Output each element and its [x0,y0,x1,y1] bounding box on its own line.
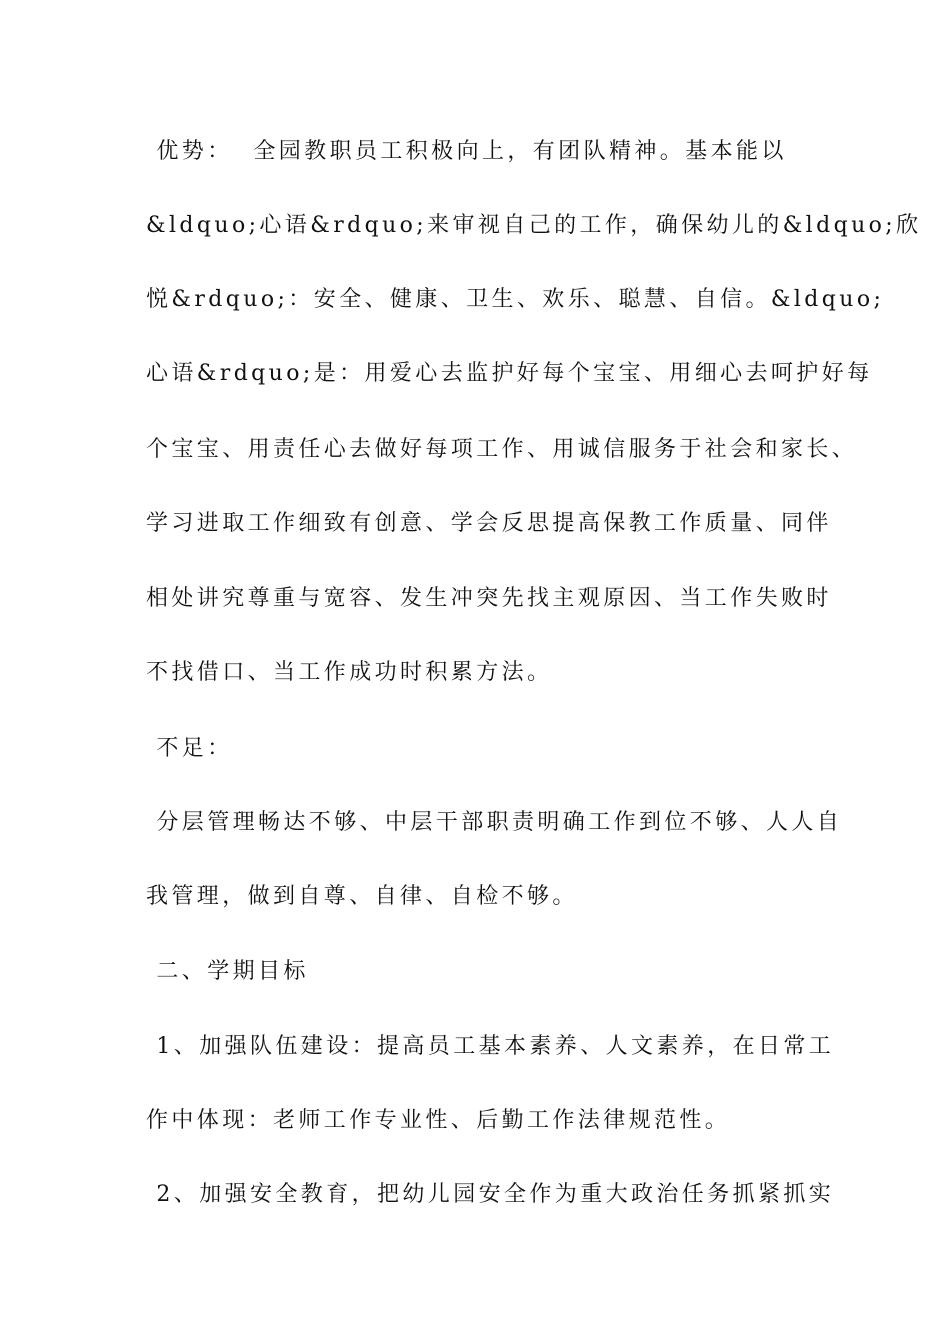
text-line: 不足： [146,736,233,761]
text-line: 不找借口、当工作成功时积累方法。 [146,660,553,685]
text-line: 学习进取工作细致有创意、学会反思提高保教工作质量、同伴 [146,511,832,536]
text-line: 1、加强队伍建设：提高员工基本素养、人文素养，在日常工 [146,1034,835,1059]
text-line: 相处讲究尊重与宽容、发生冲突先找主观原因、当工作失败时 [146,586,832,611]
text-line: 二、学期目标 [146,959,309,984]
text-line: 我管理，做到自尊、自律、自检不够。 [146,884,578,909]
text-line: 心语&rdquo;是：用爱心去监护好每个宝宝、用细心去呵护好每 [146,361,873,386]
text-line: 2、加强安全教育，把幼儿园安全作为重大政治任务抓紧抓实 [146,1182,835,1207]
text-line: 优势： 全园教职员工积极向上，有团队精神。基本能以 [146,139,787,164]
text-line: 个宝宝、用责任心去做好每项工作、用诚信服务于社会和家长、 [146,437,858,462]
text-line: &ldquo;心语&rdquo;来审视自己的工作，确保幼儿的&ldquo;欣 [146,213,922,238]
text-line: 分层管理畅达不够、中层干部职责明确工作到位不够、人人自 [146,810,843,835]
text-line: 作中体现：老师工作专业性、后勤工作法律规范性。 [146,1108,731,1133]
text-line: 悦&rdquo;：安全、健康、卫生、欢乐、聪慧、自信。&ldquo; [146,287,885,312]
